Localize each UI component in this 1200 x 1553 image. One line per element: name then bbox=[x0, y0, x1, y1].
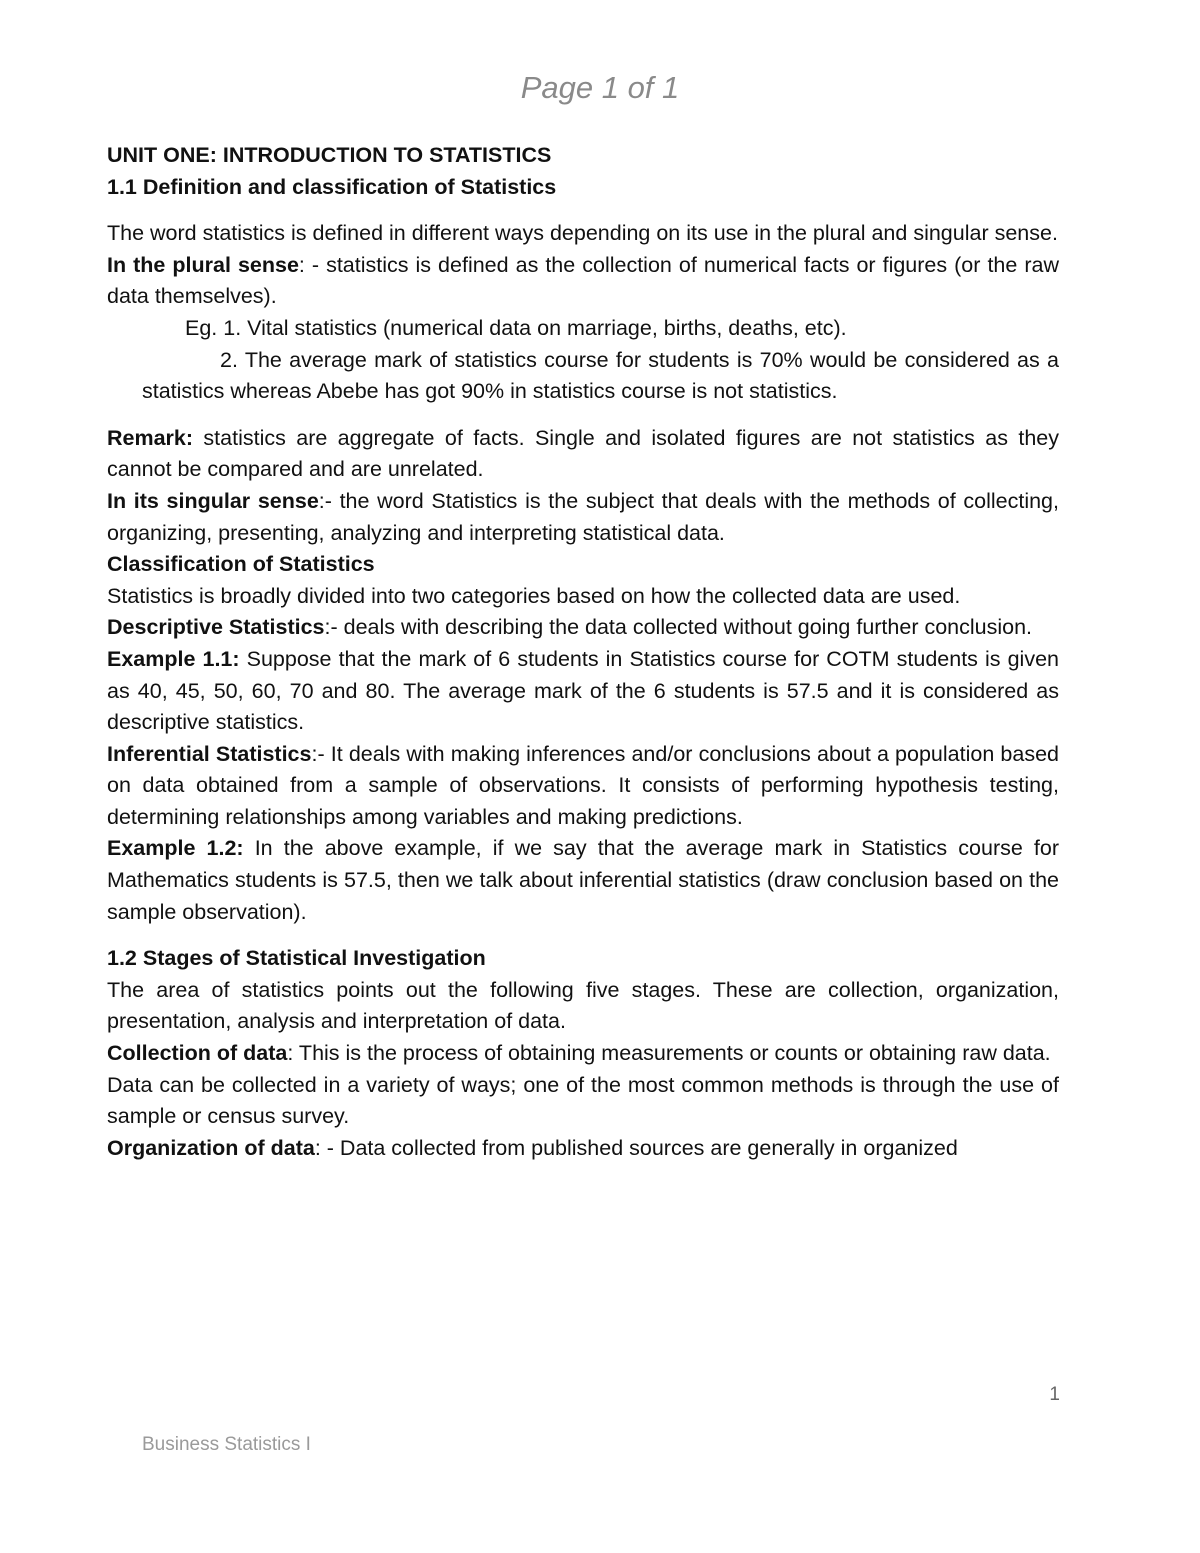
page-number: 1 bbox=[1049, 1384, 1060, 1405]
remark-paragraph bbox=[107, 423, 1059, 486]
remark-text: statistics are aggregate of facts. Single and isolated figures are not statistics as they cannot be compared and are unrelated. bbox=[107, 425, 1059, 482]
example-1-2-text: In the above example, if we say that the average mark in Statistics course for Mathematics students is 57.5, then we talk about inferential statistics (draw conclusion based on the sample observation). bbox=[107, 836, 1059, 924]
organization-text: : - Data collected from published sources are generally in organized bbox=[314, 1135, 958, 1160]
example-average-mark: 2. The average mark of statistics course for students is 70% would be considered as a statistics whereas Abebe has got 90% in statistics course is not statistics. bbox=[142, 347, 1059, 404]
footer-course-title: Business Statistics I bbox=[142, 1434, 311, 1455]
descriptive-statistics-text: :- deals with describing the data collected without going further conclusion. bbox=[324, 615, 1033, 640]
singular-sense-paragraph bbox=[107, 486, 1059, 549]
intro-paragraph: The word statistics is defined in different ways depending on its use in the plural and singular sense. bbox=[107, 221, 1058, 246]
classification-paragraph: Statistics is broadly divided into two categories based on how the collected data are used. bbox=[107, 583, 961, 608]
inferential-statistics-term: Inferential Statistics bbox=[107, 741, 312, 766]
example-1-1-paragraph bbox=[107, 644, 1059, 739]
stages-paragraph: The area of statistics points out the following five stages. These are collection, organization, presentation, analysis and interpretation of data. bbox=[107, 977, 1059, 1034]
organization-paragraph bbox=[107, 1133, 1059, 1165]
plural-sense-paragraph bbox=[107, 250, 1059, 313]
example-1-2-term: Example 1.2: bbox=[107, 836, 244, 861]
example-1-1-text: Suppose that the mark of 6 students in Statistics course for COTM students is given as 40, 45, 50, 60, 70 and 80. The average mark of the 6 students is 57.5 and it is considered as descriptive statistics. bbox=[107, 646, 1059, 735]
collection-methods-paragraph: Data can be collected in a variety of ways; one of the most common methods is through the use of sample or census survey. bbox=[107, 1072, 1059, 1129]
example-1-1-term: Example 1.1: bbox=[107, 646, 240, 671]
page-header: Page 1 of 1 bbox=[520, 70, 680, 105]
collection-paragraph bbox=[107, 1038, 1059, 1070]
organization-term: Organization of data bbox=[107, 1135, 315, 1160]
descriptive-statistics-paragraph bbox=[107, 612, 1059, 644]
plural-sense-term: In the plural sense bbox=[107, 252, 299, 277]
plural-sense-text: : - statistics is defined as the collection of numerical facts or figures (or the raw data themselves). bbox=[107, 252, 1059, 309]
singular-sense-term: In its singular sense bbox=[107, 488, 319, 513]
section-1-2-heading: 1.2 Stages of Statistical Investigation bbox=[107, 946, 486, 971]
collection-term: Collection of data bbox=[107, 1041, 288, 1066]
remark-term: Remark: bbox=[107, 425, 194, 450]
section-1-1-heading: 1.1 Definition and classification of Statistics bbox=[107, 174, 557, 199]
example-vital-statistics: Eg. 1. Vital statistics (numerical data on marriage, births, deaths, etc). bbox=[185, 315, 847, 340]
descriptive-statistics-term: Descriptive Statistics bbox=[107, 615, 325, 640]
classification-heading: Classification of Statistics bbox=[107, 552, 375, 577]
unit-title: UNIT ONE: INTRODUCTION TO STATISTICS bbox=[107, 143, 552, 167]
singular-sense-text: :- the word Statistics is the subject that deals with the methods of collecting, organizing, presenting, analyzing and interpreting statistical data. bbox=[107, 488, 1059, 545]
inferential-statistics-paragraph bbox=[107, 739, 1059, 834]
inferential-statistics-text: :- It deals with making inferences and/or conclusions about a population based on data obtained from a sample of observations. It consists of performing hypothesis testing, determining relationships among variables and making predictions. bbox=[107, 741, 1059, 829]
collection-text: : This is the process of obtaining measurements or counts or obtaining raw data. bbox=[287, 1041, 1051, 1066]
example-1-2-paragraph bbox=[107, 833, 1059, 928]
document-body bbox=[107, 140, 1059, 1164]
